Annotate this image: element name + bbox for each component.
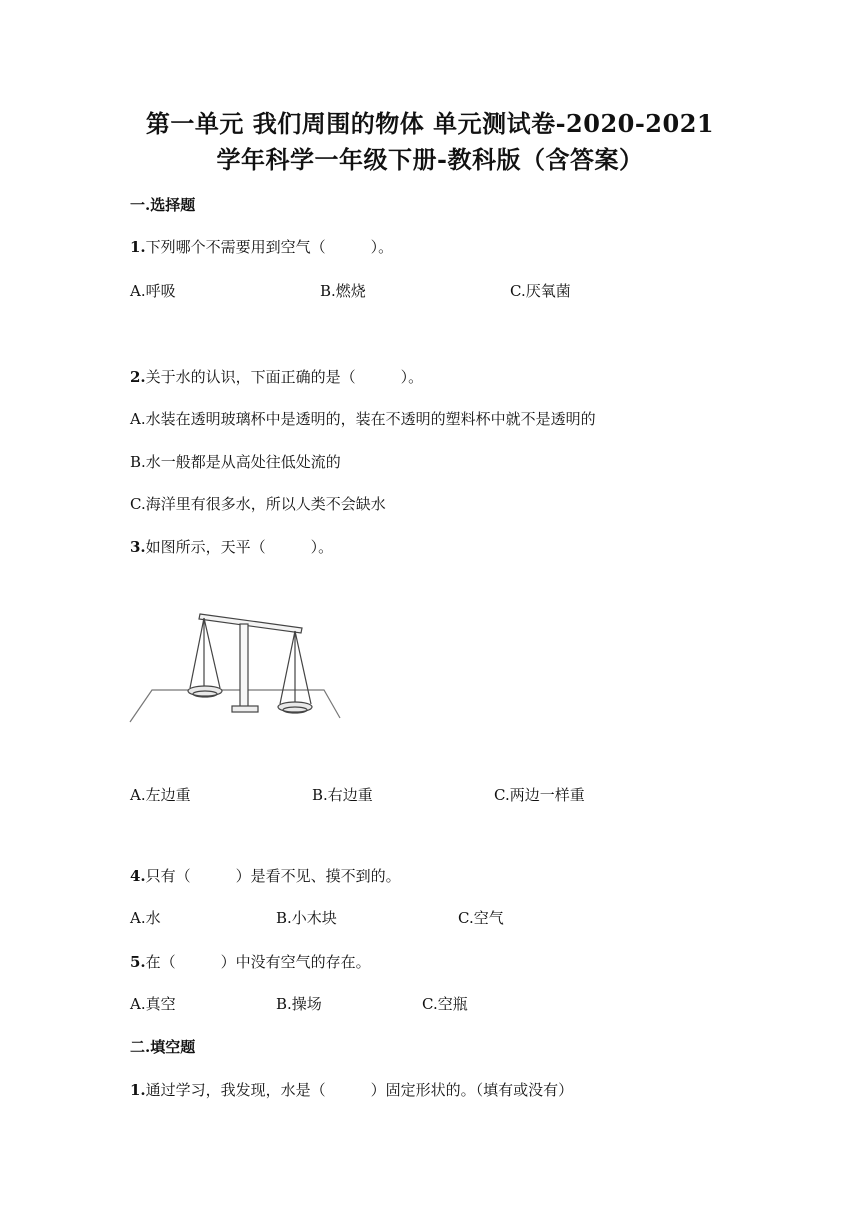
- document-title: [0, 106, 860, 178]
- question-5-option-b: B.操场: [276, 995, 322, 1013]
- question-1-option-b: B.燃烧: [320, 282, 366, 300]
- question-2-option-c: C.海洋里有很多水，所以人类不会缺水: [130, 495, 386, 513]
- question-2-number: 2.: [130, 368, 146, 386]
- question-4-number: 4.: [130, 867, 146, 885]
- question-4-option-a: A.水: [130, 909, 161, 927]
- question-3-option-a: A.左边重: [130, 786, 191, 804]
- question-1: [130, 236, 393, 257]
- question-3: [130, 536, 333, 557]
- question-5-option-a: A.真空: [130, 995, 176, 1013]
- section-heading-choice: 一.选择题: [130, 196, 196, 214]
- question-4-option-c: C.空气: [458, 909, 504, 927]
- question-1-option-c: C.厌氧菌: [510, 282, 571, 300]
- question-1-text: 下列哪个不需要用到空气（ ）。: [145, 238, 394, 256]
- question-3-number: 3.: [130, 538, 146, 556]
- question-2-text: 关于水的认识，下面正确的是（ ）。: [145, 368, 424, 386]
- question-5: [130, 951, 371, 972]
- question-3-text: 如图所示，天平（ ）。: [145, 538, 334, 556]
- question-2: [130, 366, 423, 387]
- question-5-number: 5.: [130, 953, 146, 971]
- question-2-option-b: B.水一般都是从高处往低处流的: [130, 453, 341, 471]
- question-4-option-b: B.小木块: [276, 909, 337, 927]
- question-4-text: 只有（ ）是看不见、摸不到的。: [145, 867, 401, 885]
- balance-scale-figure: [128, 604, 344, 730]
- question-1-number: 1.: [130, 238, 146, 256]
- question-3-option-b: B.右边重: [312, 786, 373, 804]
- question-1-option-a: A.呼吸: [130, 282, 176, 300]
- question-3-option-c: C.两边一样重: [494, 786, 585, 804]
- fill-question-1-number: 1.: [130, 1081, 146, 1099]
- question-2-option-a: A.水装在透明玻璃杯中是透明的，装在不透明的塑料杯中就不是透明的: [130, 410, 596, 428]
- question-4: [130, 865, 401, 886]
- title-line-1: 第一单元 我们周围的物体 单元测试卷-2020-2021: [145, 109, 715, 138]
- title-line-2: 学年科学一年级下册-教科版（含答案）: [216, 145, 644, 174]
- fill-question-1: [130, 1079, 573, 1100]
- balance-scale-icon: [128, 604, 344, 726]
- fill-question-1-text: 通过学习，我发现，水是（ ）固定形状的。（填有或没有）: [145, 1081, 574, 1099]
- section-heading-fill-in: 二.填空题: [130, 1038, 196, 1056]
- question-5-option-c: C.空瓶: [422, 995, 468, 1013]
- question-5-text: 在（ ）中没有空气的存在。: [145, 953, 371, 971]
